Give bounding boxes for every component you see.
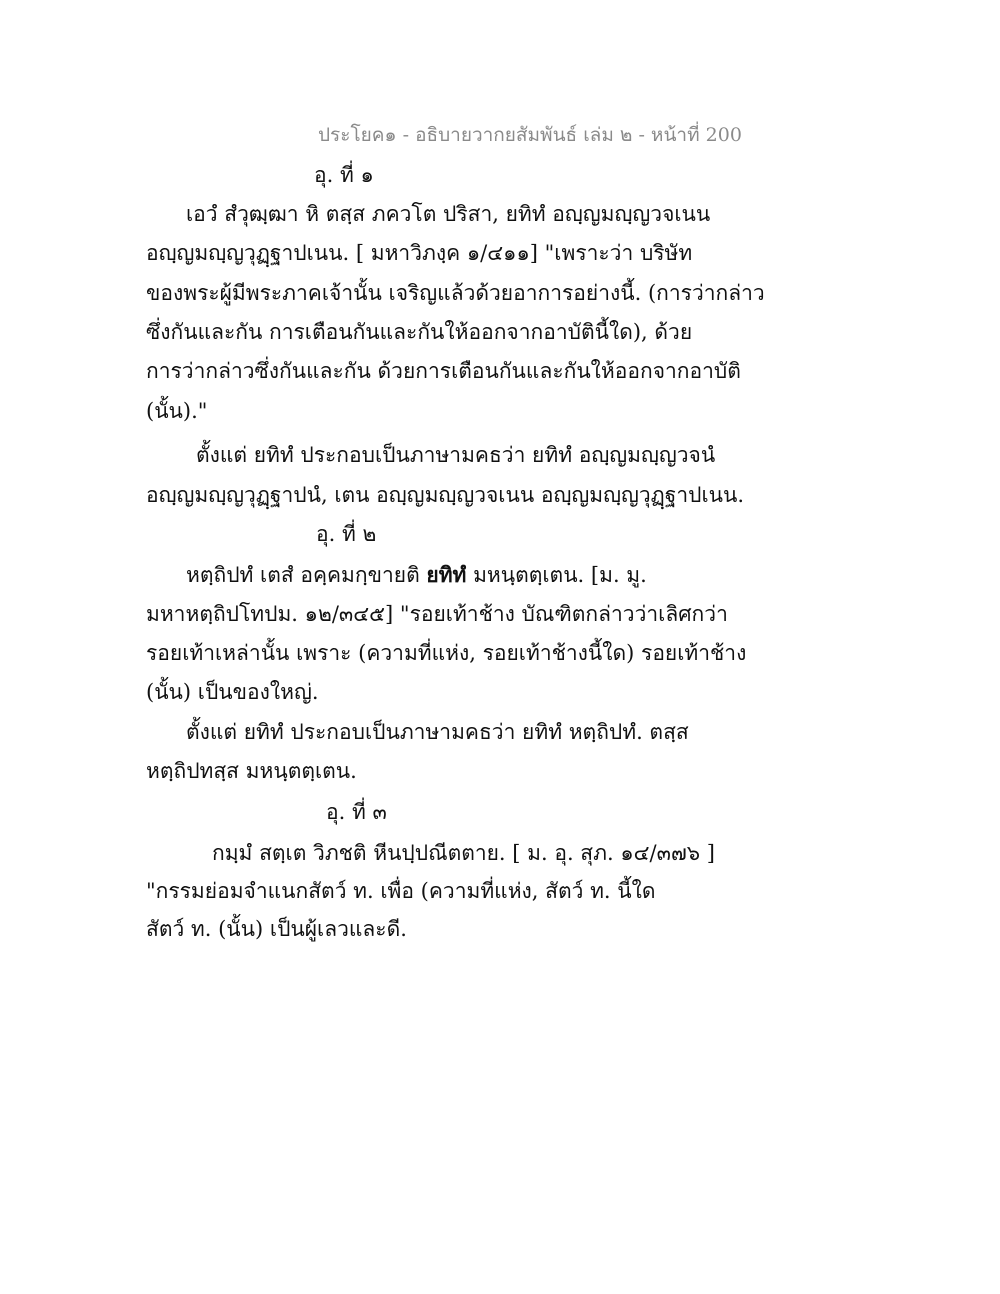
example-1-para1-line: อญฺญมญฺญวุฏฺฐาปเนน. [ มหาวิภงฺค ๑/๔๑๑] "เพราะว่า บริษัท [146,241,693,265]
example-2-para1-line [186,560,647,590]
example-1-para1-line: การว่ากล่าวซึ่งกันและกัน ด้วยการเตือนกันและกันให้ออกจากอาบัติ [146,359,741,383]
page-header: ประโยค๑ - อธิบายวากยสัมพันธ์ เล่ม ๒ - หน้าที่ 200 [318,124,742,146]
example-1-para1-line: ซึ่งกันและกัน การเตือนกันและกันให้ออกจากอาบัตินี้ใด), ด้วย [146,320,693,344]
example-3-para1-line: กมฺมํ สตฺเต วิภชติ หีนปฺปณีตตาย. [ ม. อุ. สุภ. ๑๔/๓๗๖ ] [212,841,715,865]
example-3-para1-line: "กรรมย่อมจำแนกสัตว์ ท. เพื่อ (ความที่แห่ง, สัตว์ ท. นี้ใด [146,879,656,903]
example-1-para2-line: อญฺญมญฺญวุฏฺฐาปนํ, เตน อญฺญมญฺญวจเนน อญฺญมญฺญวุฏฺฐาปเนน. [146,483,745,507]
example-2-bold-term: ยทิทํ [426,562,467,587]
example-1-heading: อุ. ที่ ๑ [314,163,374,187]
example-1-para1-line: (นั้น)." [146,399,208,423]
example-2-para1-line: มหาหตฺถิปโทปม. ๑๒/๓๔๕] "รอยเท้าช้าง บัณฑิตกล่าวว่าเลิศกว่า [146,602,728,626]
example-2-para2-line: ตั้งแต่ ยทิทํ ประกอบเป็นภาษามคธว่า ยทิทํ หตฺถิปทํ. ตสฺส [186,720,689,744]
example-2-para2-line: หตฺถิปทสฺส มหนฺตตฺเตน. [146,759,357,783]
example-3-heading: อุ. ที่ ๓ [326,800,387,824]
example-1-para1-line: ของพระผู้มีพระภาคเจ้านั้น เจริญแล้วด้วยอาการอย่างนี้. (การว่ากล่าว [146,281,765,305]
example-2-para1-line: รอยเท้าเหล่านั้น เพราะ (ความที่แห่ง, รอยเท้าช้างนี้ใด) รอยเท้าช้าง [146,641,747,665]
example-2-heading: อุ. ที่ ๒ [316,522,377,546]
example-1-para1-line: เอวํ สํวุฒฺฒา หิ ตสฺส ภควโต ปริสา, ยทิทํ อญฺญมญฺญวจเนน [186,202,711,226]
example-2-text: มหนฺตตฺเตน. [ม. มู. [466,563,647,587]
example-3-para1-line: สัตว์ ท. (นั้น) เป็นผู้เลวและดี. [146,917,407,941]
example-1-para2-line: ตั้งแต่ ยทิทํ ประกอบเป็นภาษามคธว่า ยทิทํ อญฺญมญฺญวจนํ [196,443,716,467]
example-2-para1-line: (นั้น) เป็นของใหญ่. [146,680,319,704]
example-2-text: หตฺถิปทํ เตสํ อคฺคมกฺขายติ [186,563,427,587]
